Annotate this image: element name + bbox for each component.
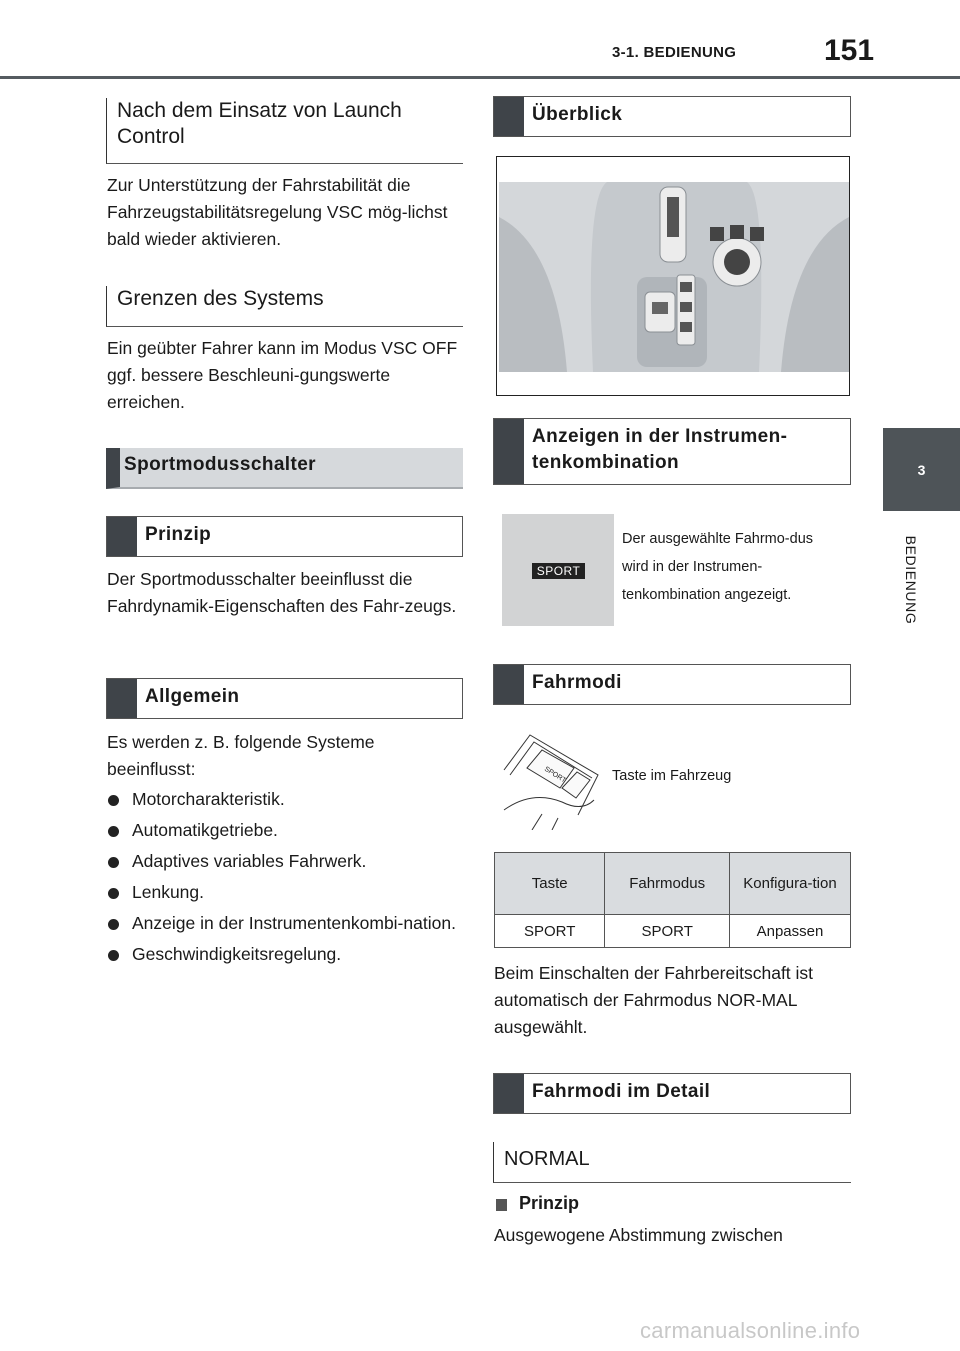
heading-fahrmodi-detail-text: Fahrmodi im Detail [532,1081,711,1102]
sport-button-drawing [502,730,606,830]
header-rule [0,76,960,79]
table-cell: SPORT [605,915,730,948]
list-item-text: Geschwindigkeitsregelung. [132,944,342,964]
bullet-icon [108,826,119,837]
list-item [107,817,467,844]
para-allgemein: Es werden z. B. folgende Systeme beeinflusst: [107,732,375,779]
bullet-icon [108,795,119,806]
instrument-display-illustration [502,514,614,626]
heading-bar [494,1074,524,1113]
list-item [107,941,467,968]
heading-allgemein [106,678,463,719]
list-item [107,786,467,813]
bullet-icon [108,857,119,868]
heading-normal: NORMAL [493,1142,851,1183]
sport-button-illustration [502,730,606,830]
column-header: Konfigura-tion [729,853,850,915]
watermark: carmanualsonline.info [640,1318,861,1343]
bullet-icon [108,950,119,961]
heading-ueberblick [493,96,851,137]
page-number: 151 [824,34,875,67]
list-item [107,910,467,937]
table-header-row [495,853,851,915]
anzeigen-caption: Der ausgewählte Fahrmo-dus wird in der Instrumen-tenkombination angezeigt. [622,531,814,603]
list-item-text: Motorcharakteristik. [132,789,285,809]
heading-fahrmodi [493,664,851,705]
list-item-text: Lenkung. [132,882,205,902]
table-cell: Anpassen [729,915,850,948]
section-title: 3-1. BEDIENUNG [612,44,737,61]
para-normal: Ausgewogene Abstimmung zwischen [494,1225,783,1245]
para-fahrmodi: Beim Einschalten der Fahrbereitschaft ist automatisch der Fahrmodus NOR-MAL ausgewählt. [494,963,814,1037]
heading-bar [494,419,524,484]
table-row [495,915,851,948]
sport-button-label: SPORT [542,765,568,785]
table-cell: SPORT [495,915,605,948]
square-bullet-icon [496,1199,507,1211]
para-launch-control: Zur Unterstützung der Fahrstabilität die Fahrzeugstabilitätsregelung VSC mög-lichst bald wieder aktivieren. [107,175,448,249]
center-console-drawing [497,157,850,396]
heading-fahrmodi-detail [493,1073,851,1114]
list-item-text: Anzeige in der Instrumentenkombi-nation. [132,913,456,933]
column-header: Fahrmodus [605,853,730,915]
heading-launch-control: Nach dem Einsatz von Launch Control [106,98,463,164]
center-console-illustration [496,156,850,396]
heading-prinzip [106,516,463,557]
para-prinzip: Der Sportmodusschalter beeinflusst die Fahrdynamik-Eigenschaften des Fahr-zeugs. [107,569,457,616]
heading-ueberblick-text: Überblick [532,104,623,125]
list-item-text: Adaptives variables Fahrwerk. [132,851,367,871]
list-item-text: Automatikgetriebe. [132,820,278,840]
heading-bar [107,517,137,556]
list-item [107,848,467,875]
bullet-icon [108,919,119,930]
heading-bar [494,665,524,704]
systems-list [107,786,467,972]
column-header: Taste [495,853,605,915]
heading-prinzip-text: Prinzip [145,524,212,545]
subheading-prinzip: Prinzip [519,1193,580,1213]
heading-anzeigen-text: Anzeigen in der Instrumen-tenkombination [532,426,788,473]
chapter-label [889,520,933,640]
heading-bar [494,97,524,136]
sport-badge: SPORT [532,563,585,579]
fahrmodi-table [494,852,851,948]
para-grenzen: Ein geübter Fahrer kann im Modus VSC OFF ggf. bessere Beschleuni-gungswerte erreichen. [107,338,458,412]
button-caption: Taste im Fahrzeug [612,768,732,784]
heading-anzeigen [493,418,851,485]
bullet-icon [108,888,119,899]
chapter-tab: 3 [883,428,960,511]
heading-grenzen: Grenzen des Systems [106,286,463,327]
list-item [107,879,467,906]
heading-fahrmodi-text: Fahrmodi [532,672,622,693]
chapter-label-text: BEDIENUNG [903,535,919,625]
heading-sportmodusschalter: Sportmodusschalter [106,448,463,489]
heading-bar [107,679,137,718]
heading-allgemein-text: Allgemein [145,686,240,707]
